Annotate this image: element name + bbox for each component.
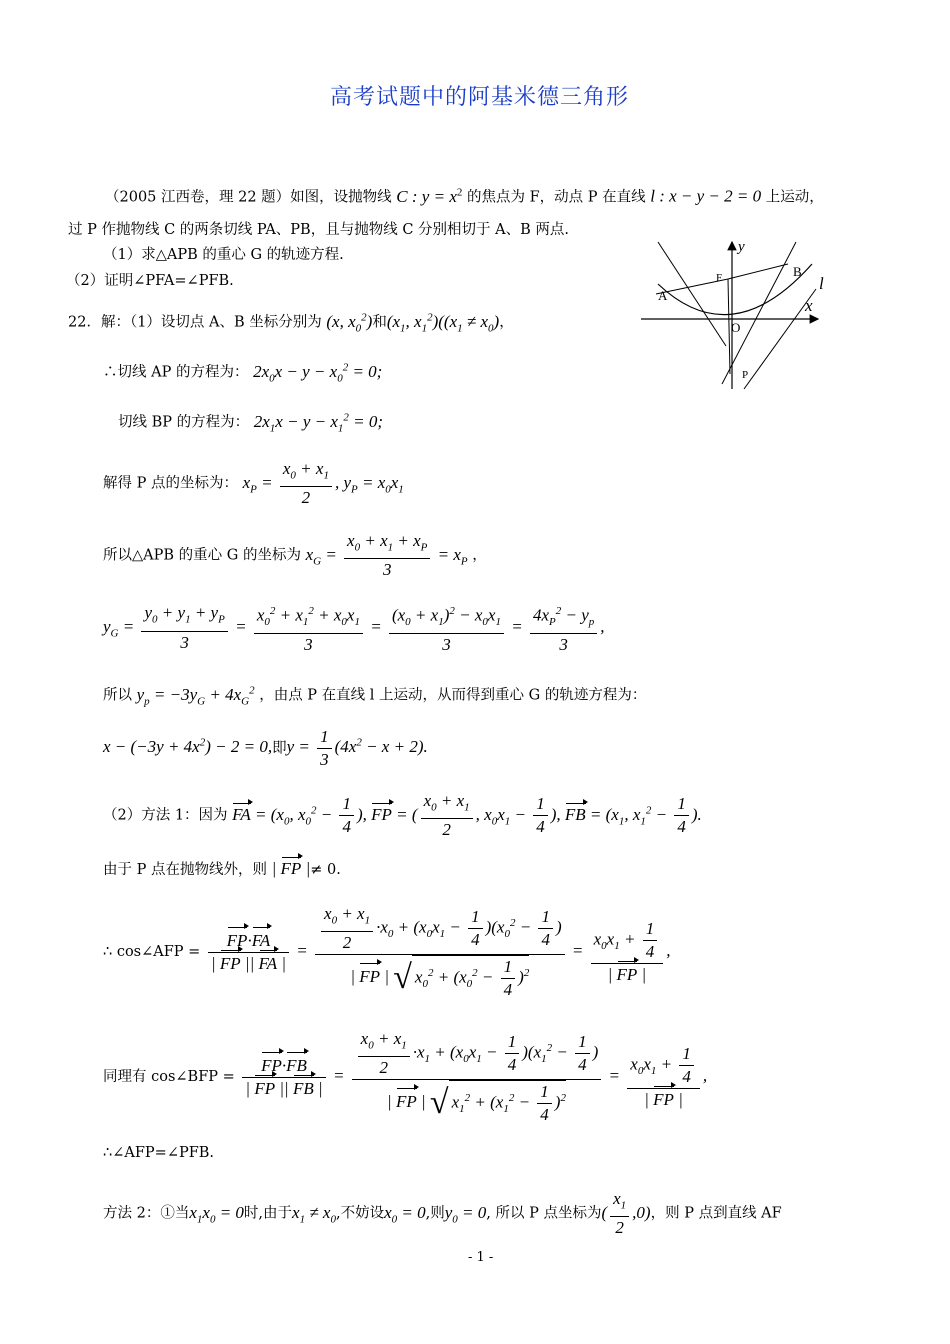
tangent-bp-equation: 切线 BP 的方程为： $2x_1x - y - x_1^2 = 0$; — [118, 411, 384, 435]
solution-intro: 22．解：（1）设切点 A、B 坐标分别为 — [68, 314, 322, 331]
tangent-line-pb — [722, 242, 796, 384]
fp-nonzero-text: 由于 P 点在抛物线外，则 — [103, 862, 267, 878]
parabola-curve — [658, 264, 812, 315]
curve-equation: C : $y = x^2$ — [396, 186, 463, 206]
point-a-coords: (x, $x_0^2$) — [326, 311, 373, 335]
tangent-bp-label: 切线 BP 的方程为： — [118, 414, 250, 431]
cos-afp: ∴ cos∠AFP = $\frac{FP\cdot FA}{| FP || FA |}$ = $\frac{x_0 + x_1}{2}$ $\cdot x_0 + (x_0x_1$ − $\frac{1}{4}$ )($x_0^2$ − $\frac{1}{4}$ ) | FP | √ $x_0^2 + (x_0^2$ − $\frac{1}{4}$ )$^2$ = $x_0x_1$ + $\frac{1}{4}$ | FP | , — [103, 904, 671, 1000]
cos-afp-label: ∴ cos∠AFP = — [103, 944, 201, 961]
question-2: （2）证明∠PFA=∠PFB. — [66, 273, 234, 289]
parabola-figure — [636, 234, 836, 394]
namely-word: 即 — [272, 740, 287, 757]
label-o: O — [731, 320, 741, 335]
line-equation: l : x − y − 2 = 0 — [650, 186, 762, 206]
fp-nonzero-tail: ≠ 0. — [310, 862, 341, 878]
locus-equation: $x - (-3y + 4x^2) - 2 = 0$,即y = $\frac{1}{3}$ $(4x^2 - x + 2)$. — [103, 727, 428, 769]
question-1: （1）求△APB 的重心 G 的轨迹方程. — [103, 247, 344, 263]
label-y: y — [738, 239, 745, 255]
problem-moving-text: 上运动， — [765, 189, 824, 206]
tangent-line-pa — [658, 242, 726, 346]
label-l: l — [819, 274, 824, 293]
method1-vectors: （2）方法 1：因为 FA = ($x_0$, $x_0^2$ − $\frac{1}{4}$ ), FP = ( $\frac{x_0 + x_1}{2}$ , $x_0x_1$ − $\frac{1}{4}$ ), FB = ($x_1$, $x_1^2$ − $\frac{1}{4}$ ). — [103, 791, 702, 840]
method1-label: （2）方法 1：因为 — [103, 807, 228, 824]
page-title: 高考试题中的阿基米德三角形 — [330, 85, 630, 110]
locus-intro: ，由点 P 在直线 l 上运动，从而得到重心 G 的轨迹方程为： — [259, 687, 647, 704]
label-b: B — [793, 264, 802, 279]
problem-line-1 — [105, 183, 824, 207]
angle-conclusion: ∴∠AFP=∠PFB. — [103, 1145, 215, 1161]
label-f: F — [716, 272, 723, 284]
yp-relation: 所以 $y_p = -3y_G + 4x_G^2$ ，由点 P 在直线 l 上运动，从而得到重心 G 的轨迹方程为： — [103, 684, 647, 708]
centroid-y: $y_G$ = $\frac{y_0 + y_1 + y_P}{3}$ = $\frac{x_0^2 + x_1^2 + x_0x_1}{3}$ = $\frac{(x_0 + x_1)^2 - x_0x_1}{3}$ = $\frac{4x_P^2 - y_p}{3}$ , — [103, 600, 605, 656]
segment-fb — [728, 264, 788, 279]
problem-intro: （2005 江西卷，理 22 题）如图，设抛物线 — [105, 189, 392, 206]
and-word: 和 — [372, 314, 387, 331]
point-p-label: 解得 P 点的坐标为： — [103, 475, 238, 492]
label-a: A — [658, 288, 668, 303]
cos-bfp: 同理有 cos∠BFP = $\frac{FP\cdot FB}{| FP || FB |}$ = $\frac{x_0 + x_1}{2}$ $\cdot x_1 + (x_0x_1$ − $\frac{1}{4}$ )($x_1^2$ − $\frac{1}{4}$ ) | FP | √ $x_1^2 + (x_1^2$ − $\frac{1}{4}$ )$^2$ = $x_0x_1$ + $\frac{1}{4}$ | FP | , — [103, 1029, 708, 1125]
fp-nonzero: 由于 P 点在抛物线外，则 | FP |≠ 0. — [103, 859, 341, 878]
label-p: P — [742, 369, 749, 381]
centroid-x: 所以△APB 的重心 G 的坐标为 $x_G$ = $\frac{x_0 + x_1 + x_P}{3}$ = $x_P$ ， — [103, 531, 487, 580]
solution-line-1: 22．解：（1）设切点 A、B 坐标分别为 (x, $x_0^2$)和($x_1$, $x_1^2)((x_1 \ne x_0)$， — [68, 311, 514, 335]
tangent-ap-label: ∴切线 AP 的方程为： — [103, 364, 249, 381]
segment-fp — [728, 279, 730, 374]
label-x: x — [805, 296, 813, 315]
method2-line: 方法 2：①当$x_1x_0 = 0$时,由于$x_1 \ne x_0$,不妨设$x_0 = 0$,则$y_0 = 0$, 所以 P 点坐标为( $\frac{x_1}{2}$ ,0)，则 P 点到直线 AF — [103, 1189, 782, 1238]
method2-label: 方法 2：①当 — [103, 1205, 190, 1222]
centroid-label: 所以△APB 的重心 G 的坐标为 — [103, 547, 301, 564]
page-number: - 1 - — [468, 1250, 494, 1265]
problem-line-2: 过 P 作抛物线 C 的两条切线 PA、PB，且与抛物线 C 分别相切于 A、B 两点. — [68, 222, 569, 238]
cos-bfp-label: 同理有 cos∠BFP = — [103, 1069, 235, 1086]
point-p-coords: 解得 P 点的坐标为： $x_P$ = $\frac{x_0 + x_1}{2}$ , $y_P = x_0x_1$ — [103, 459, 404, 508]
so-word: 所以 — [103, 687, 132, 704]
tangent-ap-equation: ∴切线 AP 的方程为： $2x_0x - y - x_0^2 = 0$; — [103, 361, 383, 385]
problem-focus-text: 的焦点为 F，动点 P 在直线 — [466, 189, 646, 206]
point-b-coords: ($x_1$, $x_1^2)((x_1 \ne x_0)$ — [386, 311, 500, 335]
